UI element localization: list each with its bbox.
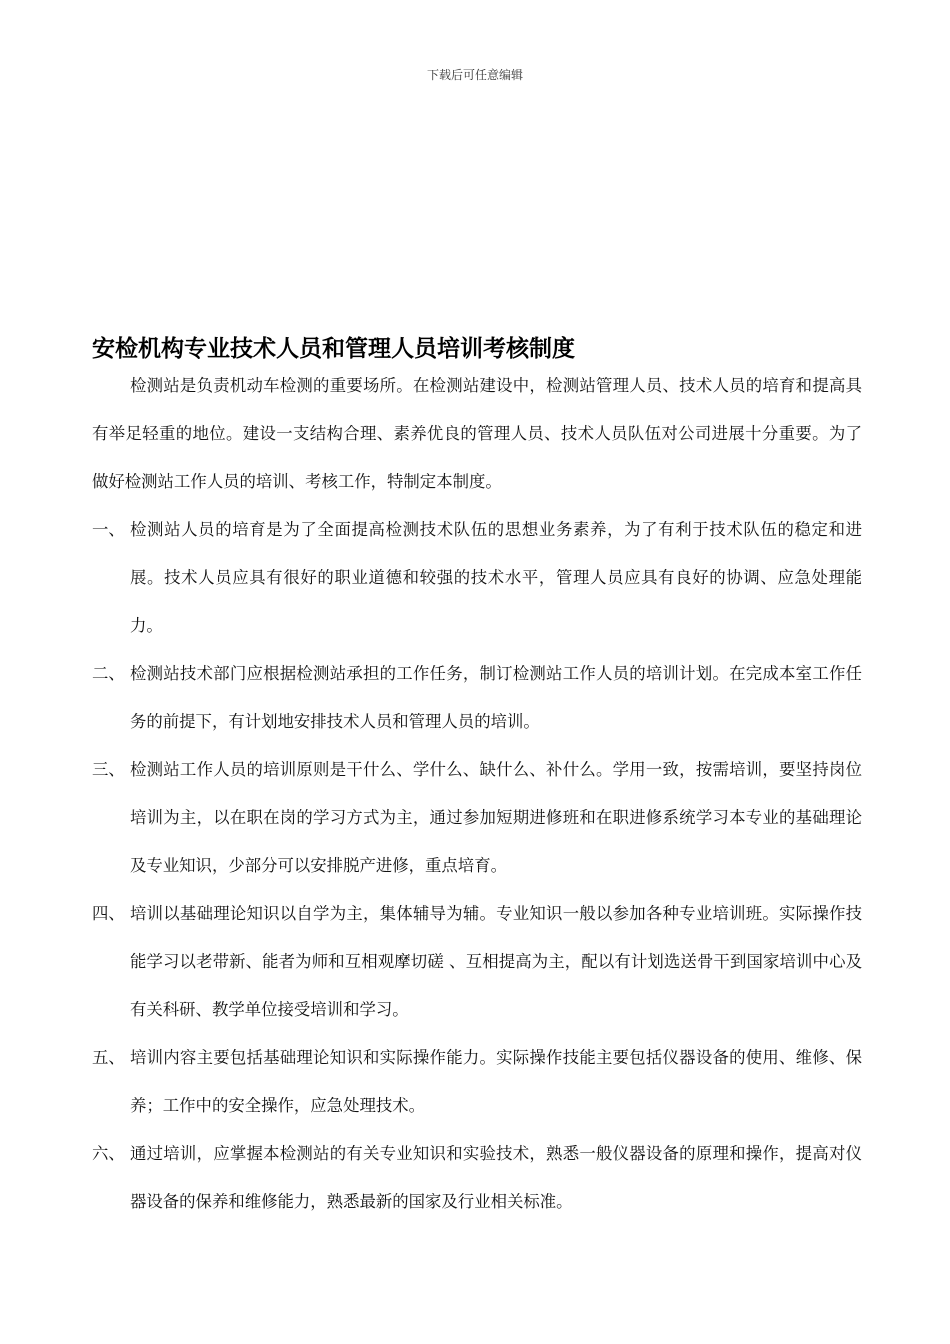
- clause-text: 检测站技术部门应根据检测站承担的工作任务，制订检测站工作人员的培训计划。在完成本室工作任务的前提下，有计划地安排技术人员和管理人员的培训。: [130, 664, 862, 731]
- clause-number: 一、: [92, 520, 125, 539]
- clause-6: [92, 1130, 862, 1226]
- clause-text: 通过培训，应掌握本检测站的有关专业知识和实验技术，熟悉一般仪器设备的原理和操作，提高对仪器设备的保养和维修能力，熟悉最新的国家及行业相关标准。: [130, 1144, 862, 1211]
- clause-text: 培训以基础理论知识以自学为主，集体辅导为辅。专业知识一般以参加各种专业培训班。实际操作技能学习以老带新、能者为师和互相观摩切磋 、互相提高为主，配以有计划选送骨干到国家培训中心及有关科研、教学单位接受培训和学习。: [130, 904, 862, 1019]
- document-body: [92, 362, 862, 1226]
- clause-2: [92, 650, 862, 746]
- header-note: 下载后可任意编辑: [426, 68, 523, 82]
- clause-5: [92, 1034, 862, 1130]
- document-title: 安检机构专业技术人员和管理人员培训考核制度: [92, 336, 575, 362]
- clause-1: [92, 506, 862, 650]
- clause-3: [92, 746, 862, 890]
- clause-text: 检测站人员的培育是为了全面提高检测技术队伍的思想业务素养，为了有利于技术队伍的稳定和进展。技术人员应具有很好的职业道德和较强的技术水平，管理人员应具有良好的协调、应急处理能力。: [130, 520, 862, 635]
- clause-text: 检测站工作人员的培训原则是干什么、学什么、缺什么、补什么。学用一致，按需培训，要坚持岗位培训为主，以在职在岗的学习方式为主，通过参加短期进修班和在职进修系统学习本专业的基础理论及专业知识，少部分可以安排脱产进修，重点培育。: [130, 760, 862, 875]
- intro-paragraph: 检测站是负责机动车检测的重要场所。在检测站建设中，检测站管理人员、技术人员的培育和提高具有举足轻重的地位。建设一支结构合理、素养优良的管理人员、技术人员队伍对公司进展十分重要。为了做好检测站工作人员的培训、考核工作，特制定本制度。: [92, 376, 862, 491]
- clause-4: [92, 890, 862, 1034]
- clause-number: 五、: [92, 1048, 125, 1067]
- clause-number: 六、: [92, 1144, 125, 1163]
- clause-number: 二、: [92, 664, 125, 683]
- clause-number: 三、: [92, 760, 125, 779]
- clause-text: 培训内容主要包括基础理论知识和实际操作能力。实际操作技能主要包括仪器设备的使用、维修、保养；工作中的安全操作，应急处理技术。: [130, 1048, 862, 1115]
- clause-number: 四、: [92, 904, 125, 923]
